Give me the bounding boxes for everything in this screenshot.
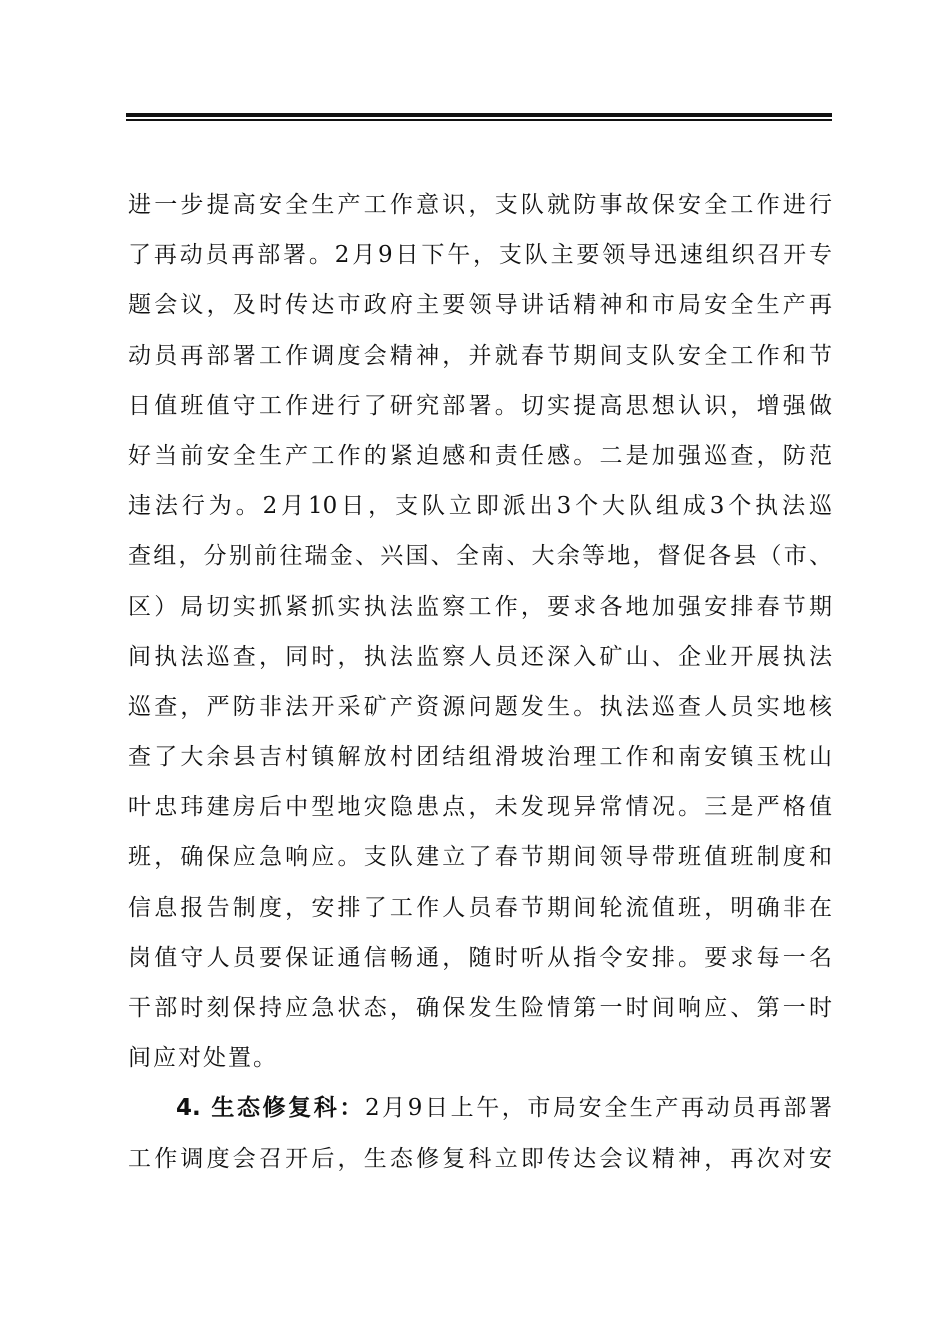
- text-line: 巡查，严防非法开采矿产资源问题发生。执法巡查人员实地核: [128, 693, 832, 720]
- text-line: 叶忠玮建房后中型地灾隐患点，未发现异常情况。三是严格值: [128, 794, 832, 821]
- header-double-rule: [126, 113, 832, 122]
- text-line: 干部时刻保持应急状态，确保发生险情第一时间响应、第一时: [128, 995, 832, 1021]
- text-line: 信息报告制度，安排了工作人员春节期间轮流值班，明确非在: [128, 894, 832, 921]
- text-line: 岗值守人员要保证通信畅通，随时听从指令安排。要求每一名: [128, 944, 832, 971]
- text-line: 好当前安全生产工作的紧迫感和责任感。二是加强巡查，防范: [128, 442, 832, 469]
- text-line: 班，确保应急响应。支队建立了春节期间领导带班值班制度和: [128, 844, 832, 871]
- text-line: 日值班值守工作进行了研究部署。切实提高思想认识，增强做: [128, 392, 832, 419]
- text-line-paragraph-end: 间应对处置。: [128, 1045, 278, 1072]
- section-4-heading: 4. 生态修复科：: [176, 1095, 365, 1122]
- text-line: 查组，分别前往瑞金、兴国、全南、大余等地，督促各县（市、: [128, 543, 832, 570]
- text-line: 动员再部署工作调度会精神，并就春节期间支队安全工作和节: [128, 342, 832, 369]
- text-line: 查了大余县吉村镇解放村团结组滑坡治理工作和南安镇玉枕山: [128, 744, 832, 771]
- section-4-first-line-text: 2月9日上午，市局安全生产再动员再部署: [364, 1095, 832, 1122]
- header-rule-thin: [126, 119, 832, 121]
- text-line: 了再动员再部署。2月9日下午，支队主要领导迅速组织召开专: [128, 242, 832, 269]
- text-line: 区）局切实抓紧抓实执法监察工作，要求各地加强安排春节期: [128, 593, 832, 620]
- text-line: 间执法巡查，同时，执法监察人员还深入矿山、企业开展执法: [128, 643, 832, 670]
- text-line: 违法行为。2月10日，支队立即派出3个大队组成3个执法巡: [128, 493, 832, 520]
- text-line: 工作调度会召开后，生态修复科立即传达会议精神，再次对安: [128, 1145, 832, 1172]
- section-4-first-line: [128, 1083, 832, 1133]
- header-rule-thick: [126, 113, 832, 117]
- text-line: 题会议，及时传达市政府主要领导讲话精神和市局安全生产再: [128, 292, 832, 319]
- document-body: [128, 180, 832, 1184]
- text-line: 进一步提高安全生产工作意识，支队就防事故保安全工作进行: [128, 192, 832, 218]
